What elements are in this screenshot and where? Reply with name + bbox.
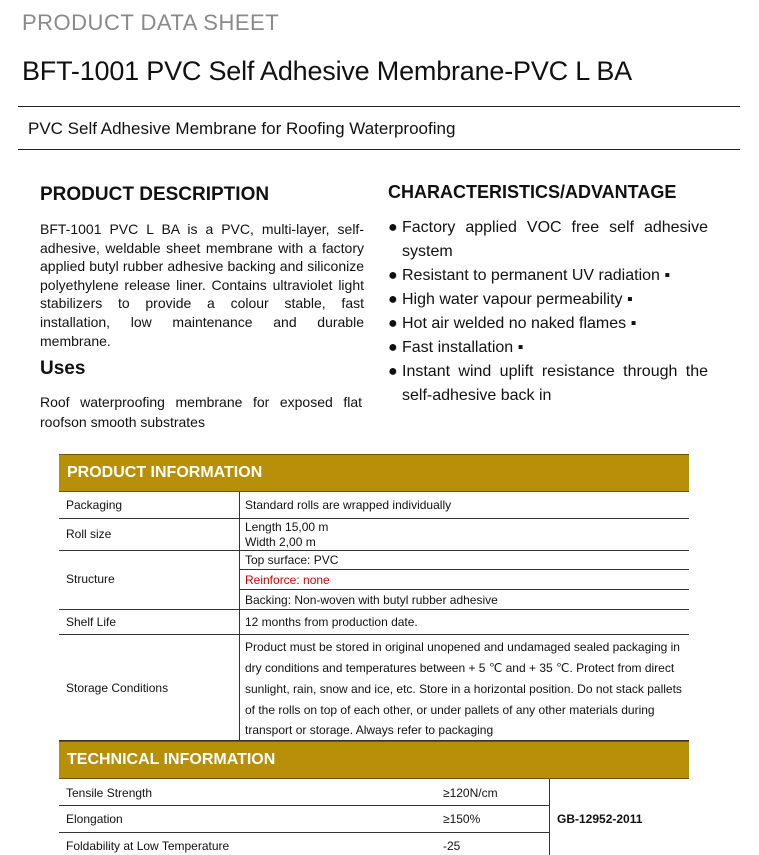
table-column-divider <box>239 492 240 740</box>
bullet-icon: ● <box>388 219 398 236</box>
tech-row-label: Tensile Strength <box>66 786 153 800</box>
bullet-icon: ● <box>388 267 398 284</box>
description-heading: PRODUCT DESCRIPTION <box>40 184 270 205</box>
table-rule <box>239 589 689 590</box>
document-title: BFT-1001 PVC Self Adhesive Membrane-PVC L BA <box>22 56 632 86</box>
table-rule <box>59 518 689 519</box>
table-rule <box>59 609 689 610</box>
table-rule <box>59 832 549 833</box>
roll-size-label: Roll size <box>66 527 112 541</box>
table-column-divider <box>549 779 550 855</box>
product-info-header <box>59 454 689 492</box>
document-label: PRODUCT DATA SHEET <box>22 10 280 35</box>
structure-top-value: Top surface: PVC <box>245 553 339 567</box>
storage-line: sunlight, rain, snow and ice, etc. Store in a horizontal position. Do not stack pallets <box>245 682 682 696</box>
storage-line: Product must be stored in original unopened and undamaged sealed packaging in <box>245 640 680 654</box>
list-item <box>388 288 708 312</box>
bullet-icon: ● <box>388 363 398 380</box>
characteristics-list <box>388 216 708 408</box>
characteristic-text: Fast installation ▪ <box>402 339 524 356</box>
tech-row-label: Foldability at Low Temperature <box>66 839 230 853</box>
technical-info-header <box>59 741 689 779</box>
tech-row-label: Elongation <box>66 812 123 826</box>
title-divider-top <box>18 106 740 107</box>
test-standard: GB-12952-2011 <box>557 812 643 826</box>
characteristic-text: Instant wind uplift resistance through the self-adhesive back in <box>402 363 708 404</box>
characteristic-text: Resistant to permanent UV radiation ▪ <box>402 267 671 284</box>
characteristic-text: Factory applied VOC free self adhesive system <box>402 219 708 260</box>
characteristic-text: High water vapour permeability ▪ <box>402 291 633 308</box>
storage-label: Storage Conditions <box>66 681 169 695</box>
list-item <box>388 360 708 408</box>
characteristics-heading: CHARACTERISTICS/ADVANTAGE <box>388 182 677 202</box>
title-divider-bottom <box>18 149 740 150</box>
technical-info-heading: TECHNICAL INFORMATION <box>67 751 276 768</box>
bullet-icon: ● <box>388 315 398 332</box>
uses-heading: Uses <box>40 358 86 379</box>
list-item <box>388 264 708 288</box>
characteristic-text: Hot air welded no naked flames ▪ <box>402 315 637 332</box>
storage-line: transport or storage. Always refer to packaging <box>245 723 494 737</box>
table-rule <box>59 805 549 806</box>
document-subtitle: PVC Self Adhesive Membrane for Roofing Waterproofing <box>28 119 456 138</box>
table-rule <box>59 550 689 551</box>
uses-text: Roof waterproofing membrane for exposed flat roofson smooth substrates <box>40 394 362 430</box>
tech-row-value: ≥120N/cm <box>443 786 498 800</box>
tech-row-value: -25 <box>443 839 461 853</box>
packaging-label: Packaging <box>66 498 123 512</box>
structure-label: Structure <box>66 572 115 586</box>
bullet-icon: ● <box>388 291 398 308</box>
table-rule <box>239 569 689 570</box>
list-item <box>388 312 708 336</box>
structure-reinforce-value: Reinforce: none <box>245 573 330 587</box>
product-info-heading: PRODUCT INFORMATION <box>67 464 263 481</box>
storage-line: dry conditions and temperatures between + 5 ℃ and + 35 ℃. Protect from direct <box>245 661 675 675</box>
list-item <box>388 336 708 360</box>
bullet-icon: ● <box>388 339 398 356</box>
list-item <box>388 216 708 264</box>
tech-row-value: ≥150% <box>443 812 481 826</box>
shelf-life-value: 12 months from production date. <box>245 615 418 629</box>
packaging-value: Standard rolls are wrapped individually <box>245 498 452 512</box>
shelf-life-label: Shelf Life <box>66 615 117 629</box>
structure-backing-value: Backing: Non-woven with butyl rubber adhesive <box>245 593 498 607</box>
roll-length-value: Length 15,00 m <box>245 520 329 534</box>
storage-line: of the rolls on top of each other, or under pallets of any other materials during <box>245 703 655 717</box>
description-text: BFT-1001 PVC L BA is a PVC, multi-layer, self-adhesive, weldable sheet membrane with a factory applied butyl rubber adhesive backing and siliconize polyethylene release liner. Contains ultraviolet light stabilizers to provide a colour stable, fast installation, low maintenance and durable membrane. <box>40 221 364 349</box>
roll-width-value: Width 2,00 m <box>245 535 316 549</box>
table-rule <box>59 634 689 635</box>
